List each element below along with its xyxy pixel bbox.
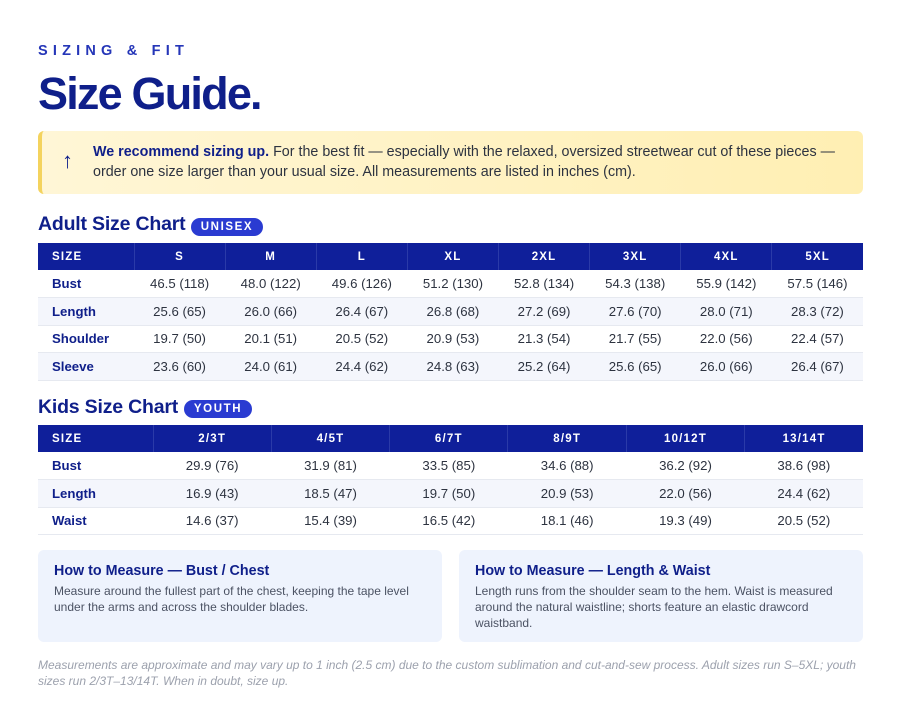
- youth-badge: YOUTH: [184, 400, 252, 418]
- card-text: Length runs from the shoulder seam to the hem. Waist is measured around the natural waistline; shorts feature an elastic drawcord waistband.: [475, 584, 833, 631]
- table-cell: 25.2 (64): [499, 353, 590, 381]
- table-cell: 46.5 (118): [134, 270, 225, 298]
- callout-body: For the best fit — especially with the relaxed, oversized streetwear cut of these pieces — order one size larger than your usual size. All measurements are listed in inches (cm).: [93, 144, 835, 180]
- table-row: [38, 480, 863, 508]
- table-cell: 16.5 (42): [390, 507, 508, 535]
- table-cell: 24.4 (62): [745, 480, 863, 508]
- adult-size-table: [38, 243, 863, 381]
- table-cell: 14.6 (37): [153, 507, 271, 535]
- row-label: Waist: [38, 507, 153, 535]
- table-cell: 25.6 (65): [590, 353, 681, 381]
- table-cell: 51.2 (130): [407, 270, 498, 298]
- adult-header-row: [38, 243, 863, 270]
- eyebrow-label: SIZING & FIT: [38, 43, 190, 59]
- table-row: [38, 353, 863, 381]
- table-cell: 28.0 (71): [681, 298, 772, 326]
- table-cell: 21.3 (54): [499, 325, 590, 353]
- table-cell: 54.3 (138): [590, 270, 681, 298]
- table-cell: 19.3 (49): [626, 507, 744, 535]
- table-cell: 25.6 (65): [134, 298, 225, 326]
- row-label: Shoulder: [38, 325, 134, 353]
- column-header: 4/5T: [271, 425, 389, 452]
- table-cell: 22.4 (57): [772, 325, 863, 353]
- column-header: 3XL: [590, 243, 681, 270]
- table-cell: 20.9 (53): [407, 325, 498, 353]
- table-cell: 20.5 (52): [316, 325, 407, 353]
- column-header: 2XL: [499, 243, 590, 270]
- page-title: Size Guide.: [38, 68, 261, 119]
- table-cell: 26.0 (66): [225, 298, 316, 326]
- table-row: [38, 325, 863, 353]
- table-cell: 33.5 (85): [390, 452, 508, 480]
- row-label: Length: [38, 298, 134, 326]
- column-header: 8/9T: [508, 425, 626, 452]
- row-label: Bust: [38, 270, 134, 298]
- card-title: How to Measure — Length & Waist: [475, 563, 711, 579]
- table-cell: 27.6 (70): [590, 298, 681, 326]
- kids-header-row: [38, 425, 863, 452]
- table-cell: 22.0 (56): [681, 325, 772, 353]
- measure-bust-card: [38, 550, 442, 642]
- table-row: [38, 507, 863, 535]
- table-row: [38, 298, 863, 326]
- column-header: 2/3T: [153, 425, 271, 452]
- column-header: 5XL: [772, 243, 863, 270]
- table-cell: 26.8 (68): [407, 298, 498, 326]
- column-header: S: [134, 243, 225, 270]
- table-cell: 18.5 (47): [271, 480, 389, 508]
- unisex-badge: UNISEX: [191, 218, 263, 236]
- column-header: L: [316, 243, 407, 270]
- table-cell: 18.1 (46): [508, 507, 626, 535]
- table-cell: 24.8 (63): [407, 353, 498, 381]
- table-row: [38, 270, 863, 298]
- column-header: XL: [407, 243, 498, 270]
- table-cell: 34.6 (88): [508, 452, 626, 480]
- table-cell: 31.9 (81): [271, 452, 389, 480]
- column-header: SIZE: [38, 243, 134, 270]
- row-label: Sleeve: [38, 353, 134, 381]
- footnote: Measurements are approximate and may vary up to 1 inch (2.5 cm) due to the custom sublimation and cut-and-sew process. Adult sizes run S–5XL; youth sizes run 2/3T–13/14T. When in doubt, size up.: [38, 658, 856, 689]
- kids-chart-title: Kids Size Chart: [38, 396, 179, 418]
- kids-size-table: [38, 425, 863, 535]
- table-cell: 20.9 (53): [508, 480, 626, 508]
- table-cell: 55.9 (142): [681, 270, 772, 298]
- table-cell: 29.9 (76): [153, 452, 271, 480]
- row-label: Length: [38, 480, 153, 508]
- table-cell: 15.4 (39): [271, 507, 389, 535]
- column-header: 13/14T: [745, 425, 863, 452]
- table-cell: 48.0 (122): [225, 270, 316, 298]
- table-cell: 49.6 (126): [316, 270, 407, 298]
- table-cell: 20.5 (52): [745, 507, 863, 535]
- table-cell: 57.5 (146): [772, 270, 863, 298]
- column-header: 6/7T: [390, 425, 508, 452]
- callout-text: [93, 143, 853, 182]
- table-cell: 26.4 (67): [772, 353, 863, 381]
- column-header: 4XL: [681, 243, 772, 270]
- callout-bold: We recommend sizing up.: [93, 144, 270, 160]
- column-header: 10/12T: [626, 425, 744, 452]
- table-cell: 36.2 (92): [626, 452, 744, 480]
- table-cell: 24.4 (62): [316, 353, 407, 381]
- table-cell: 23.6 (60): [134, 353, 225, 381]
- up-arrow-icon: ↑: [62, 148, 73, 173]
- table-cell: 24.0 (61): [225, 353, 316, 381]
- sizing-callout: [38, 131, 863, 194]
- table-cell: 21.7 (55): [590, 325, 681, 353]
- table-row: [38, 452, 863, 480]
- adult-chart-title: Adult Size Chart: [38, 213, 186, 235]
- card-title: How to Measure — Bust / Chest: [54, 563, 270, 579]
- table-cell: 26.0 (66): [681, 353, 772, 381]
- table-cell: 27.2 (69): [499, 298, 590, 326]
- table-cell: 38.6 (98): [745, 452, 863, 480]
- table-cell: 16.9 (43): [153, 480, 271, 508]
- row-label: Bust: [38, 452, 153, 480]
- table-cell: 19.7 (50): [390, 480, 508, 508]
- table-cell: 20.1 (51): [225, 325, 316, 353]
- table-cell: 28.3 (72): [772, 298, 863, 326]
- table-cell: 22.0 (56): [626, 480, 744, 508]
- column-header: SIZE: [38, 425, 153, 452]
- table-cell: 52.8 (134): [499, 270, 590, 298]
- table-cell: 26.4 (67): [316, 298, 407, 326]
- table-cell: 19.7 (50): [134, 325, 225, 353]
- measure-length-card: [459, 550, 863, 642]
- column-header: M: [225, 243, 316, 270]
- card-text: Measure around the fullest part of the chest, keeping the tape level under the arms and across the shoulder blades.: [54, 584, 409, 615]
